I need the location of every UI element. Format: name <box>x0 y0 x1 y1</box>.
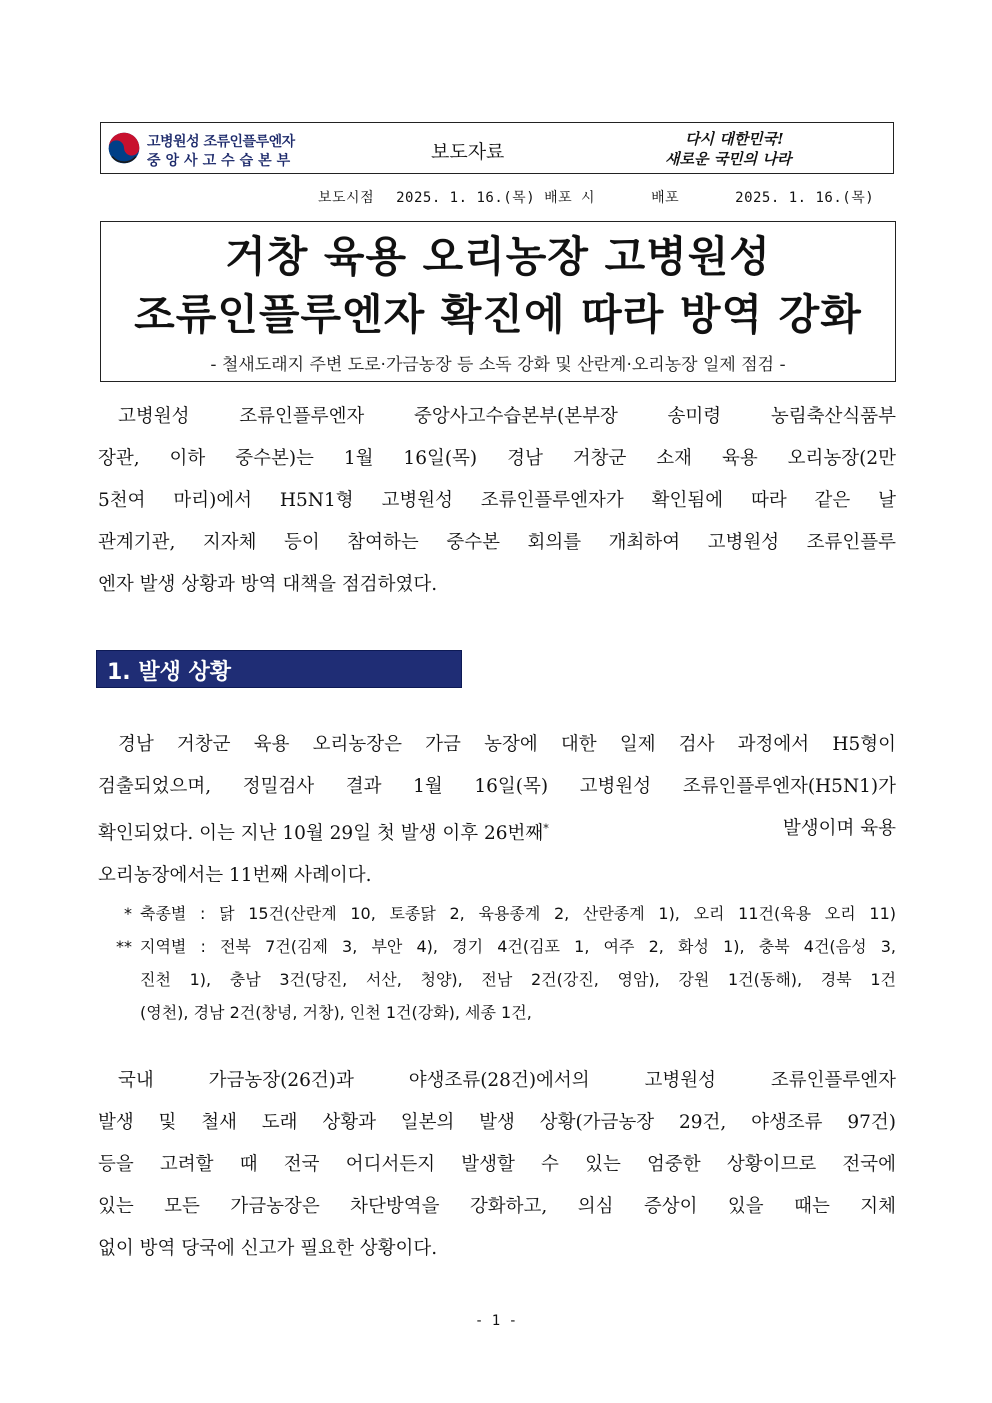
slogan-line2: 새로운 국민의 나라 <box>665 150 792 168</box>
para1-line-with-footnote <box>98 808 896 855</box>
para2-line: 국내 가금농장(26건)과 야생조류(28건)에서의 고병원성 조류인플루엔자 <box>118 1070 896 1091</box>
document-type-label: 보도자료 <box>431 141 505 163</box>
intro-paragraph <box>98 396 896 606</box>
logo-text-line2: 중앙사고수습본부 <box>147 153 296 169</box>
note-text: 축종별 : 닭 15건(산란계 10, 토종닭 2, 육용종계 2, 산란종계 1), 오리 11건(육용 오리 11) <box>140 904 896 923</box>
intro-line: 장관, 이하 중수본)는 1월 16일(목) 경남 거창군 소재 육용 오리농장(2만 <box>98 448 896 469</box>
para2-line: 있는 모든 가금농장은 차단방역을 강화하고, 의심 증상이 있을 때는 지체 <box>98 1196 896 1217</box>
note-region <box>104 930 896 963</box>
page-number: - 1 - <box>474 1313 518 1329</box>
agency-logo <box>107 129 347 169</box>
note-text: (영천), 경남 2건(창녕, 거창), 인천 1건(강화), 세종 1건, <box>140 1003 532 1022</box>
note-text: 지역별 : 전북 7건(김제 3, 부안 4), 경기 4건(김포 1, 여주 2, 화성 1), 충북 4건(음성 3, <box>140 937 896 956</box>
intro-line: 엔자 발생 상황과 방역 대책을 점검하였다. <box>98 574 438 595</box>
taegeuk-emblem-icon <box>107 131 141 165</box>
distribution-date: 2025. 1. 16.(목) <box>735 190 875 206</box>
footnotes <box>104 897 896 1029</box>
title-box <box>100 221 896 382</box>
footnote-mark: * <box>543 822 549 835</box>
header-box <box>100 122 894 174</box>
note-text: 진천 1), 충남 3건(당진, 서산, 청양), 전남 2건(강진, 영암), 강원 1건(동해), 경북 1건 <box>140 970 896 989</box>
headline-line2: 조류인플루엔자 확진에 따라 방역 강화 <box>134 290 862 339</box>
slogan-calligraphy <box>663 127 853 169</box>
intro-line: 5천여 마리)에서 H5N1형 고병원성 조류인플루엔자가 확인됨에 따라 같은 날 <box>98 490 896 511</box>
release-time: 2025. 1. 16.(목) 배포 시 <box>396 190 596 206</box>
section-heading: 1. 발생 상황 <box>107 660 231 685</box>
slogan-line1: 다시 대한민국! <box>685 130 784 148</box>
headline-line1: 거창 육용 오리농장 고병원성 <box>225 232 771 281</box>
section-heading-bar <box>96 650 462 688</box>
note-region-cont <box>104 963 896 996</box>
section1-paragraph1 <box>98 724 896 897</box>
para2-line: 등을 고려할 때 전국 어디서든지 발생할 수 있는 엄중한 상황이므로 전국에 <box>98 1154 896 1175</box>
para1-line: 경남 거창군 육용 오리농장은 가금 농장에 대한 일제 검사 과정에서 H5형이 <box>118 734 896 755</box>
release-label: 보도시점 <box>318 190 375 206</box>
para2-line: 없이 방역 당국에 신고가 필요한 상황이다. <box>98 1238 438 1259</box>
release-info <box>318 187 874 207</box>
para2-line: 발생 및 철새 도래 상황과 일본의 발생 상황(가금농장 29건, 야생조류 97건) <box>98 1112 896 1133</box>
para1-line-part: 발생이며 육용 <box>782 818 896 839</box>
note-mark: ** <box>116 937 132 956</box>
para1-line-part: 확인되었다. 이는 지난 10월 29일 첫 발생 이후 26번째 <box>98 823 544 845</box>
intro-line: 관계기관, 지자체 등이 참여하는 중수본 회의를 개최하여 고병원성 조류인플루 <box>98 532 896 553</box>
note-mark: * <box>124 904 132 923</box>
para1-line: 검출되었으며, 정밀검사 결과 1월 16일(목) 고병원성 조류인플루엔자(H5N1)가 <box>98 776 896 797</box>
para1-line: 오리농장에서는 11번째 사례이다. <box>98 865 372 887</box>
headline-subtitle: - 철새도래지 주변 도로·가금농장 등 소독 강화 및 산란계·오리농장 일제 점검 - <box>210 355 786 375</box>
section1-paragraph2 <box>98 1060 896 1270</box>
distribution-label: 배포 <box>651 190 680 206</box>
note-species <box>104 897 896 930</box>
logo-text-line1: 고병원성 조류인플루엔자 <box>147 134 295 150</box>
intro-line: 고병원성 조류인플루엔자 중앙사고수습본부(본부장 송미령 농림축산식품부 <box>118 406 896 427</box>
note-region-cont <box>104 996 896 1029</box>
